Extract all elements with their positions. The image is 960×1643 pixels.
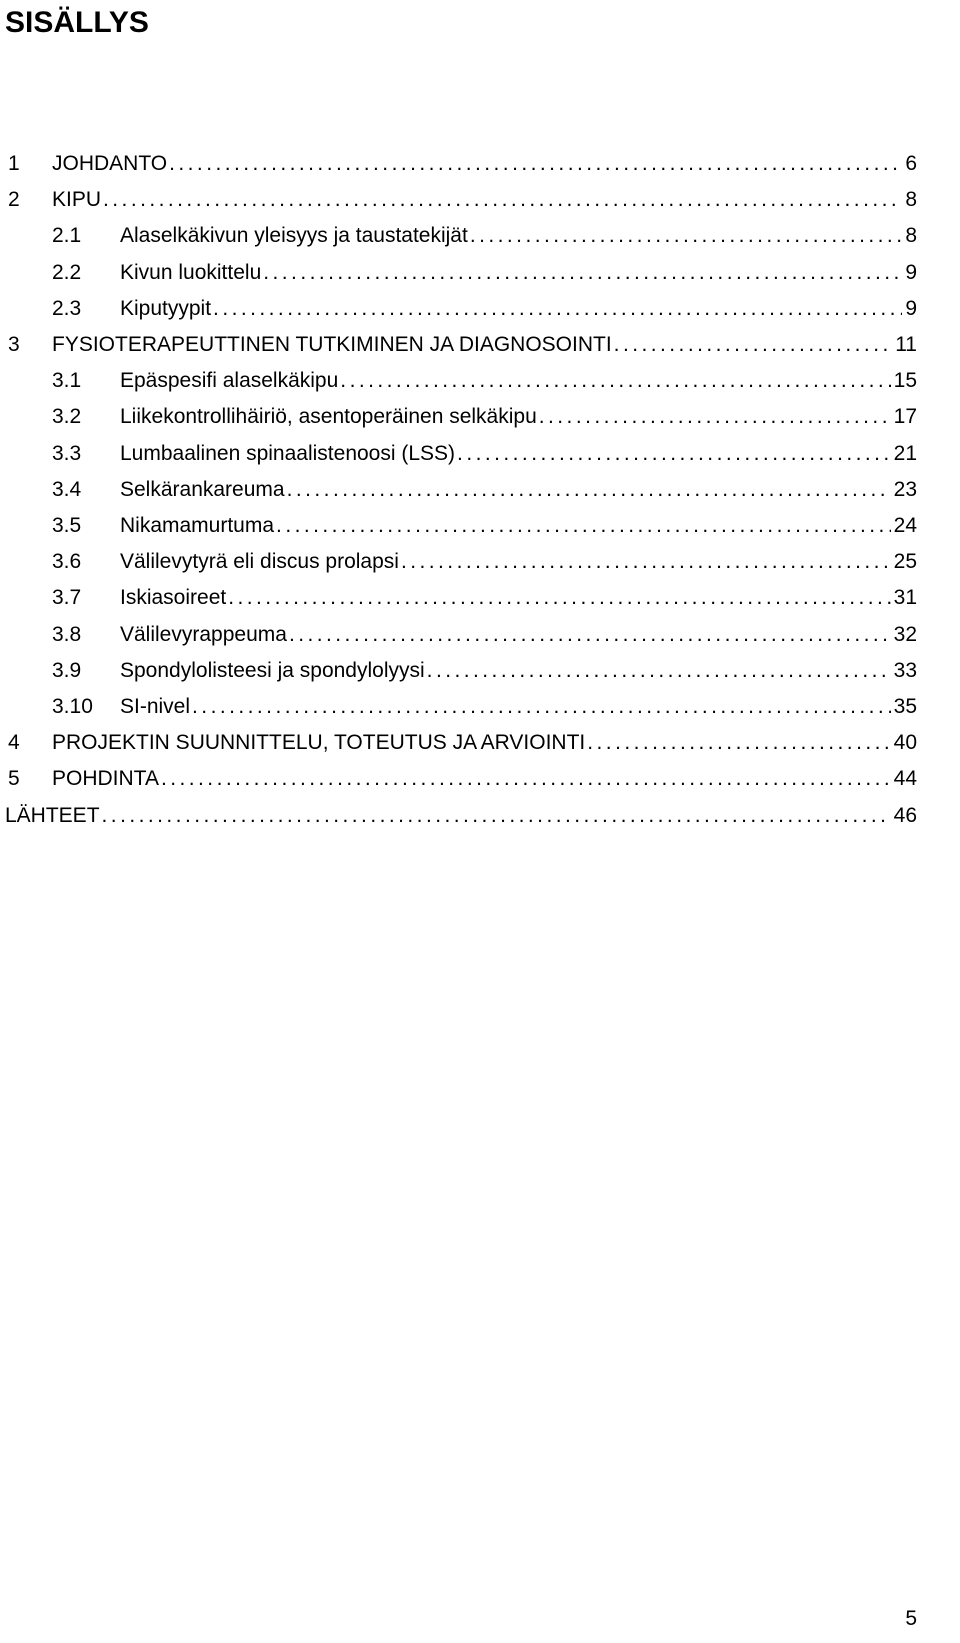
- toc-entry-number: 2.3: [52, 296, 82, 320]
- toc-entry-label: Kiputyypit: [120, 296, 212, 320]
- toc-entry[interactable]: [0, 255, 917, 291]
- toc-entry-line: [52, 327, 917, 363]
- toc-entry-label: Liikekontrollihäiriö, asentoperäinen selkäkipu: [120, 405, 537, 429]
- toc-entry-label: SI-nivel: [120, 695, 191, 718]
- dot-leader: [340, 363, 890, 399]
- toc-entry-page: 23: [893, 477, 917, 501]
- toc-entry-label: POHDINTA: [52, 767, 159, 791]
- toc-entry-label: Selkärankareuma: [120, 477, 285, 501]
- toc-entry[interactable]: [0, 653, 917, 689]
- toc-entry[interactable]: [0, 146, 917, 182]
- toc-entry-number: 1: [8, 152, 20, 175]
- toc-entry[interactable]: [0, 689, 917, 725]
- page-number: 5: [905, 1607, 917, 1630]
- toc-entry-line: [120, 653, 917, 689]
- toc-entry-line: [120, 363, 917, 399]
- toc-entry-number: 4: [8, 731, 20, 755]
- dot-leader: [427, 653, 891, 689]
- toc-entry-line: [52, 146, 917, 182]
- dot-leader: [103, 182, 902, 218]
- toc-entry-number: 2: [8, 188, 20, 212]
- toc-entry[interactable]: [0, 508, 917, 544]
- toc-entry-label: Epäspesifi alaselkäkipu: [120, 369, 339, 393]
- dot-leader: [457, 436, 891, 472]
- toc-entry-line: [120, 689, 917, 725]
- toc-entry[interactable]: [0, 761, 917, 797]
- toc-entry-number: 3.8: [52, 622, 82, 646]
- toc-entry[interactable]: [0, 327, 917, 363]
- dot-leader: [192, 689, 891, 725]
- toc-entry-page: 46: [893, 803, 917, 827]
- toc-entry-page: 8: [905, 188, 917, 212]
- toc-entry[interactable]: [0, 291, 917, 327]
- toc-entry-line: [120, 544, 917, 580]
- toc-entry-number: 3.3: [52, 441, 82, 465]
- toc-entry-line: [52, 182, 917, 218]
- toc-entry-page: 11: [895, 333, 917, 356]
- dot-leader: [213, 291, 902, 327]
- toc-entry-line: [120, 255, 917, 291]
- dot-leader: [614, 327, 893, 363]
- toc-entry-number: 3.5: [52, 514, 82, 537]
- toc-entry-label: FYSIOTERAPEUTTINEN TUTKIMINEN JA DIAGNOSOINTI: [52, 333, 612, 356]
- toc-entry-line: [120, 472, 917, 508]
- toc-entry-label: Välilevytyrä eli discus prolapsi: [120, 550, 399, 574]
- toc-entry[interactable]: [0, 725, 917, 761]
- toc-entry-number: 2.1: [52, 224, 82, 248]
- dot-leader: [263, 255, 902, 291]
- toc-entry[interactable]: [0, 363, 917, 399]
- toc-entry-page: 9: [905, 296, 917, 320]
- dot-leader: [228, 580, 890, 616]
- toc-entry-label: JOHDANTO: [52, 152, 168, 175]
- toc-entry-page: 9: [905, 260, 917, 284]
- toc-entry-label: Lumbaalinen spinaalistenoosi (LSS): [120, 441, 456, 465]
- toc-entry-page: 35: [893, 695, 917, 718]
- toc-entry[interactable]: [0, 182, 917, 218]
- dot-leader: [401, 544, 891, 580]
- toc-entry-number: 3.1: [52, 369, 82, 393]
- page-title: SISÄLLYS: [5, 6, 149, 39]
- toc-entry-label: Iskiasoireet: [120, 586, 227, 610]
- dot-leader: [161, 761, 891, 797]
- toc-entry-label: Spondylolisteesi ja spondylolyysi: [120, 658, 425, 682]
- toc-entry-line: [52, 761, 917, 797]
- toc-entry-page: 8: [905, 224, 917, 248]
- dot-leader: [287, 472, 891, 508]
- toc-entry-line: [120, 291, 917, 327]
- dot-leader: [539, 399, 891, 435]
- toc-entry-number: 5: [8, 767, 20, 791]
- dot-leader: [470, 218, 902, 254]
- toc-entry-page: 44: [893, 767, 917, 791]
- toc-entry-number: 3.2: [52, 405, 82, 429]
- toc-entry-number: 3: [8, 333, 20, 356]
- toc-entry-number: 2.2: [52, 260, 82, 284]
- toc-entry[interactable]: [0, 399, 917, 435]
- toc-entry[interactable]: [0, 544, 917, 580]
- toc-entry-line: [120, 508, 917, 544]
- toc-entry-line: [120, 580, 917, 616]
- toc-entry-line: [120, 399, 917, 435]
- dot-leader: [169, 146, 902, 182]
- dot-leader: [102, 798, 891, 834]
- toc-entry-line: [52, 725, 917, 761]
- toc-entry[interactable]: [0, 218, 917, 254]
- dot-leader: [289, 617, 891, 653]
- toc-entry-number: 3.7: [52, 586, 82, 610]
- toc-entry-page: 40: [893, 731, 917, 755]
- toc-entry-page: 24: [893, 514, 917, 537]
- toc-entry-page: 31: [893, 586, 917, 610]
- toc-entry-label: KIPU: [52, 188, 102, 212]
- toc-entry-number: 3.6: [52, 550, 82, 574]
- toc-entry-number: 3.10: [52, 695, 93, 718]
- toc-entry[interactable]: [0, 580, 917, 616]
- toc-entry-line: [5, 798, 917, 834]
- toc-entry-label: Alaselkäkivun yleisyys ja taustatekijät: [120, 224, 468, 248]
- toc-entry-page: 32: [893, 622, 917, 646]
- toc-entry-page: 33: [893, 658, 917, 682]
- toc-entry-label: PROJEKTIN SUUNNITTELU, TOTEUTUS JA ARVIOINTI: [52, 731, 586, 755]
- toc-entry[interactable]: [0, 472, 917, 508]
- toc-entry[interactable]: [0, 617, 917, 653]
- toc-entry-label: Kivun luokittelu: [120, 260, 262, 284]
- toc-entry-number: 3.9: [52, 658, 82, 682]
- toc-entry-label: Nikamamurtuma: [120, 514, 275, 537]
- toc-entry-page: 6: [905, 152, 917, 175]
- toc-entry-line: [120, 436, 917, 472]
- toc-entry-label: LÄHTEET: [5, 803, 100, 827]
- toc-entry-page: 15: [893, 369, 917, 393]
- toc-entry-page: 21: [893, 441, 917, 465]
- toc-entry-number: 3.4: [52, 477, 82, 501]
- toc-entry-page: 17: [893, 405, 917, 429]
- dot-leader: [276, 508, 891, 544]
- toc-entry-label: Välilevyrappeuma: [120, 622, 287, 646]
- toc-entry-line: [120, 218, 917, 254]
- toc-entry[interactable]: [0, 798, 917, 834]
- toc-entry[interactable]: [0, 436, 917, 472]
- toc-entry-line: [120, 617, 917, 653]
- toc-entry-page: 25: [893, 550, 917, 574]
- dot-leader: [587, 725, 890, 761]
